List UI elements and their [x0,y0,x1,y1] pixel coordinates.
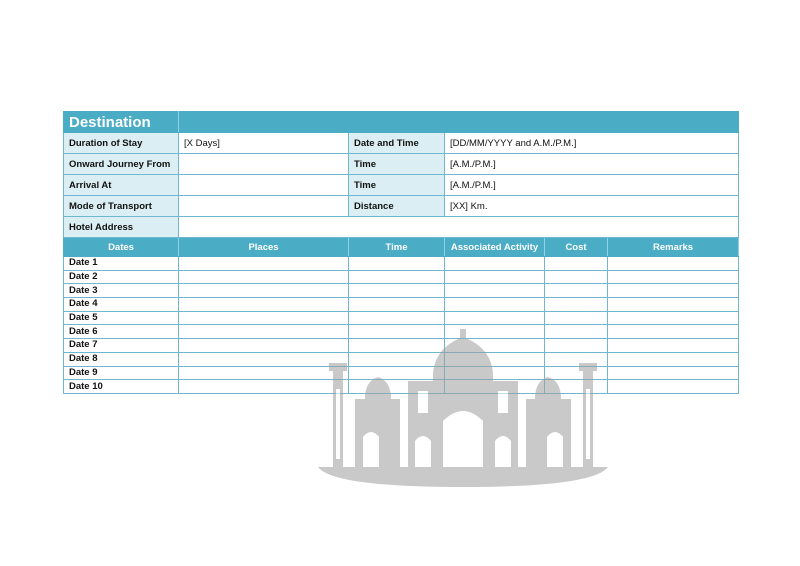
day-cell[interactable] [349,270,445,284]
day-cell[interactable] [608,311,739,325]
destination-value[interactable] [179,112,739,133]
day-row [64,380,739,394]
day-label: Date 4 [64,298,179,312]
info-label: Onward Journey From [64,154,179,175]
info-row [64,196,739,217]
day-cell[interactable] [608,298,739,312]
column-header-row [64,238,739,257]
day-cell[interactable] [445,284,545,298]
day-cell[interactable] [349,311,445,325]
day-cell[interactable] [445,311,545,325]
day-row [64,257,739,271]
info-row [64,175,739,196]
day-label: Date 9 [64,366,179,380]
column-header: Remarks [608,238,739,257]
day-row [64,311,739,325]
day-cell[interactable] [349,257,445,271]
hotel-address-row [64,217,739,238]
day-cell[interactable] [608,380,739,394]
day-cell[interactable] [179,352,349,366]
itinerary-table [63,111,739,394]
day-row [64,284,739,298]
day-cell[interactable] [179,284,349,298]
info-value-field[interactable] [179,175,349,196]
day-label: Date 2 [64,270,179,284]
info-value-field[interactable]: [X Days] [179,133,349,154]
day-cell[interactable] [608,257,739,271]
info-row [64,133,739,154]
info-label: Date and Time [349,133,445,154]
day-row [64,352,739,366]
column-header: Time [349,238,445,257]
hotel-address-field[interactable] [179,217,739,238]
info-label: Time [349,175,445,196]
info-value-field[interactable]: [DD/MM/YYYY and A.M./P.M.] [445,133,739,154]
day-cell[interactable] [445,366,545,380]
day-label: Date 3 [64,284,179,298]
day-cell[interactable] [545,325,608,339]
day-row [64,270,739,284]
day-row [64,325,739,339]
day-label: Date 7 [64,339,179,353]
info-value-field[interactable] [179,154,349,175]
info-label: Distance [349,196,445,217]
day-cell[interactable] [608,325,739,339]
day-cell[interactable] [545,311,608,325]
day-cell[interactable] [545,270,608,284]
info-value-field[interactable]: [A.M./P.M.] [445,154,739,175]
day-cell[interactable] [545,366,608,380]
day-cell[interactable] [545,298,608,312]
day-cell[interactable] [445,352,545,366]
day-cell[interactable] [179,380,349,394]
day-cell[interactable] [179,311,349,325]
day-cell[interactable] [445,325,545,339]
info-value-field[interactable] [179,196,349,217]
info-label: Time [349,154,445,175]
day-cell[interactable] [608,284,739,298]
day-cell[interactable] [179,339,349,353]
day-cell[interactable] [608,366,739,380]
day-cell[interactable] [445,380,545,394]
day-row [64,366,739,380]
day-cell[interactable] [349,380,445,394]
day-cell[interactable] [445,257,545,271]
day-cell[interactable] [179,270,349,284]
day-cell[interactable] [179,298,349,312]
day-cell[interactable] [545,257,608,271]
info-label: Mode of Transport [64,196,179,217]
day-label: Date 8 [64,352,179,366]
info-value-field[interactable]: [A.M./P.M.] [445,175,739,196]
day-cell[interactable] [349,366,445,380]
day-cell[interactable] [445,339,545,353]
day-label: Date 1 [64,257,179,271]
day-cell[interactable] [179,325,349,339]
day-row [64,339,739,353]
info-value-field[interactable]: [XX] Km. [445,196,739,217]
day-cell[interactable] [349,339,445,353]
column-header: Places [179,238,349,257]
day-cell[interactable] [349,352,445,366]
day-row [64,298,739,312]
day-label: Date 6 [64,325,179,339]
day-cell[interactable] [445,298,545,312]
day-cell[interactable] [608,352,739,366]
day-cell[interactable] [545,284,608,298]
day-cell[interactable] [545,339,608,353]
day-cell[interactable] [445,270,545,284]
itinerary-sheet [63,111,738,394]
day-cell[interactable] [179,257,349,271]
day-label: Date 5 [64,311,179,325]
column-header: Cost [545,238,608,257]
day-label: Date 10 [64,380,179,394]
day-cell[interactable] [179,366,349,380]
column-header: Dates [64,238,179,257]
info-label: Duration of Stay [64,133,179,154]
info-label: Arrival At [64,175,179,196]
column-header: Associated Activity [445,238,545,257]
day-cell[interactable] [608,270,739,284]
title-row [64,112,739,133]
day-cell[interactable] [349,298,445,312]
destination-title: Destination [64,112,179,133]
day-cell[interactable] [349,325,445,339]
day-cell[interactable] [349,284,445,298]
day-cell[interactable] [545,352,608,366]
day-cell[interactable] [608,339,739,353]
hotel-address-label: Hotel Address [64,217,179,238]
info-row [64,154,739,175]
day-cell[interactable] [545,380,608,394]
